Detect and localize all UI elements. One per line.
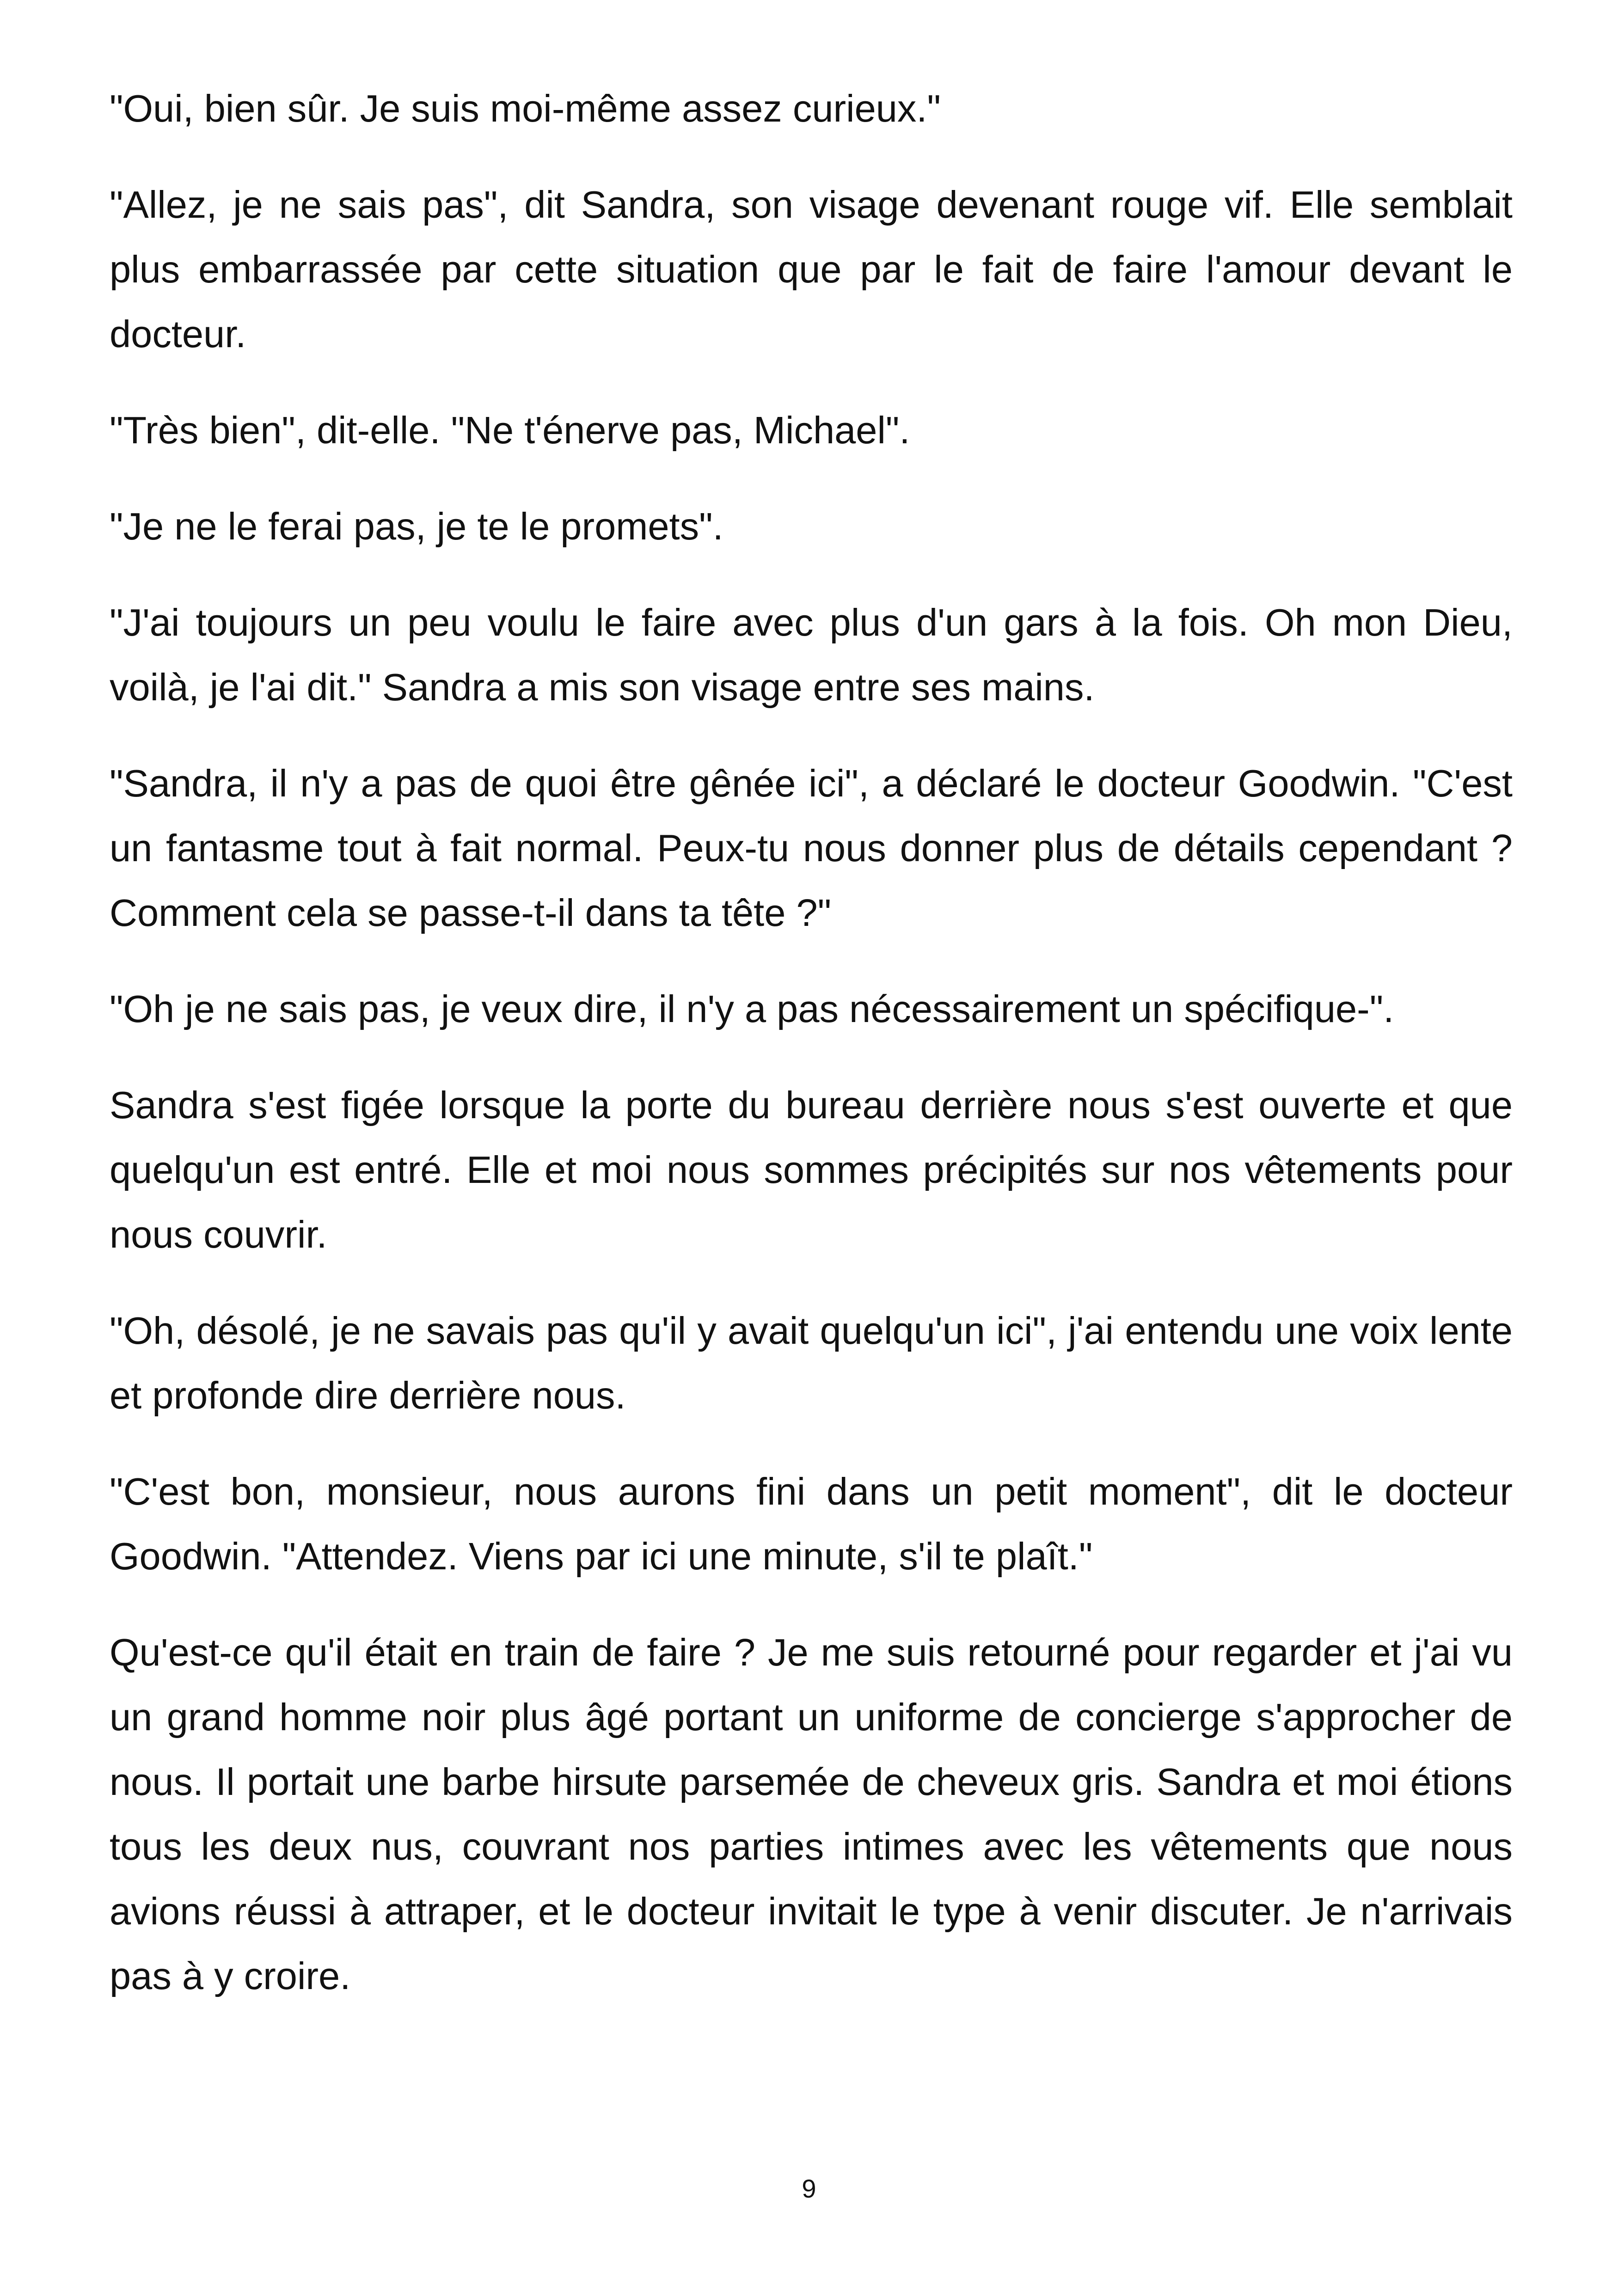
paragraph-6: "Sandra, il n'y a pas de quoi être gênée ici", a déclaré le docteur Goodwin. "C'est un fantasme tout à fait normal. Peux-tu nous donner plus de détails cependant ? Comment cela se passe-t-il dans ta tête ?": [110, 762, 1513, 934]
paragraph-7: "Oh je ne sais pas, je veux dire, il n'y a pas nécessairement un spécifique-".: [110, 987, 1394, 1030]
paragraph-3: "Très bien", dit-elle. "Ne t'énerve pas, Michael".: [110, 409, 910, 452]
paragraph-8: Sandra s'est figée lorsque la porte du bureau derrière nous s'est ouverte et que quelqu'un est entré. Elle et moi nous sommes précipités sur nos vêtements pour nous couvrir.: [110, 1084, 1513, 1256]
page-number: 9: [802, 2174, 816, 2203]
paragraph-5: "J'ai toujours un peu voulu le faire avec plus d'un gars à la fois. Oh mon Dieu, voilà, je l'ai dit." Sandra a mis son visage entre ses mains.: [110, 601, 1513, 709]
paragraph-4: "Je ne le ferai pas, je te le promets".: [110, 505, 723, 548]
paragraph-9: "Oh, désolé, je ne savais pas qu'il y avait quelqu'un ici", j'ai entendu une voix lente et profonde dire derrière nous.: [110, 1309, 1513, 1417]
paragraph-2: "Allez, je ne sais pas", dit Sandra, son visage devenant rouge vif. Elle semblait plus embarrassée par cette situation que par le fait de faire l'amour devant le docteur.: [110, 183, 1513, 355]
paragraph-1: "Oui, bien sûr. Je suis moi-même assez curieux.": [110, 87, 941, 130]
body-text: [110, 76, 1513, 2040]
paragraph-10: "C'est bon, monsieur, nous aurons fini dans un petit moment", dit le docteur Goodwin. "Attendez. Viens par ici une minute, s'il te plaît.": [110, 1470, 1513, 1578]
paragraph-11: Qu'est-ce qu'il était en train de faire ? Je me suis retourné pour regarder et j'ai vu un grand homme noir plus âgé portant un uniforme de concierge s'approcher de nous. Il portait une barbe hirsute parsemée de cheveux gris. Sandra et moi étions tous les deux nus, couvrant nos parties intimes avec les vêtements que nous avions réussi à attraper, et le docteur invitait le type à venir discuter. Je n'arrivais pas à y croire.: [110, 1631, 1513, 1997]
